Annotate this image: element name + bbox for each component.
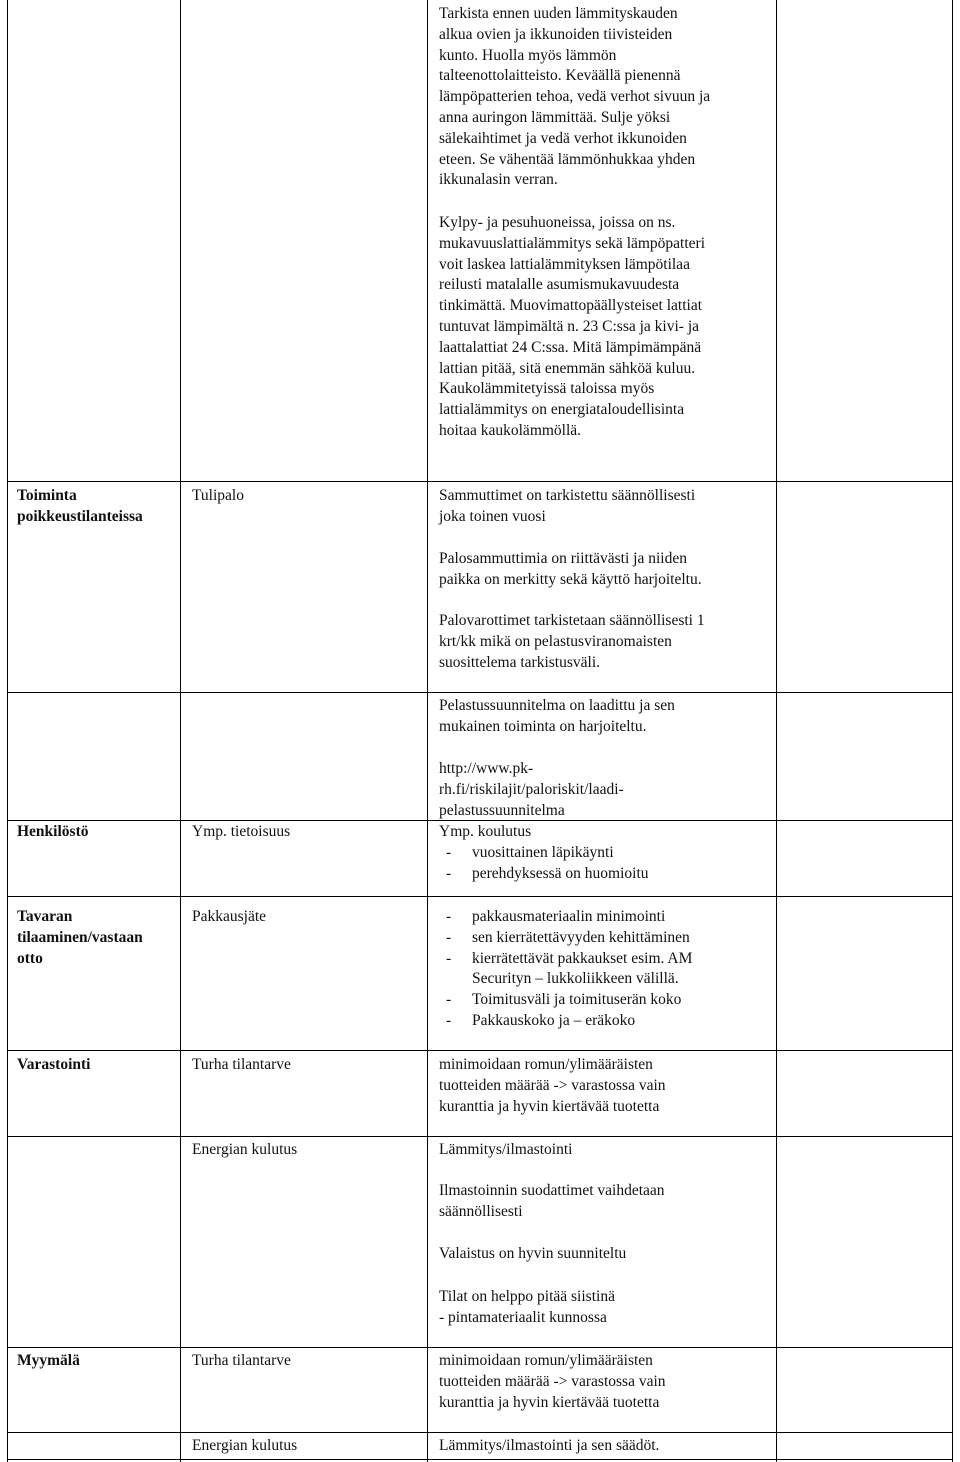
floor-heating-paragraph: Kylpy- ja pesuhuoneissa, joissa on ns. mukavuuslattialämmitys sekä lämpöpatteri voit laskea lattialämmityksen lämpötilaa reilusti matalalle asumismukavuudesta tinkimättä. Muovimattopäällysteiset lattiat tuntuvat lämpimältä n. 23 C:ssa ja kivi- ja laattalattiat 24 C:ssa. Mitä lämpimämpänä lattian pitää, sitä enemmän sähköä kuluu. Kaukolämmitetyissä taloissa myös lattialämmitys on energiataloudellisinta hoitaa kaukolämmöllä.: [439, 214, 706, 439]
area-label-storage: Varastointi: [17, 1056, 91, 1073]
env-training-list: [446, 843, 766, 885]
list-item: - Toimitusväli ja toimituserän koko: [446, 991, 682, 1009]
area-label-store: Myymälä: [17, 1352, 80, 1369]
aspect-label-unnecessary-space: Turha tilantarve: [192, 1056, 291, 1073]
row-separator: [7, 1136, 953, 1137]
aspect-label-packaging-waste: Pakkausjäte: [192, 908, 267, 925]
store-minimize-text: minimoidaan romun/ylimääräisten tuotteiden määrää -> varastossa vain kuranttia ja hyvin kiertävää tuotetta: [439, 1352, 666, 1411]
row-separator: [7, 1050, 953, 1051]
row-separator: [7, 481, 953, 482]
cleanliness-text: Tilat on helppo pitää siistinä - pintamateriaalit kunnossa: [439, 1288, 615, 1326]
table-border-bottom: [7, 1459, 953, 1460]
table-divider-col2: [427, 0, 428, 1462]
aspect-label-energy-consumption: Energian kulutus: [192, 1141, 298, 1158]
storage-minimize-text: minimoidaan romun/ylimääräisten tuotteiden määrää -> varastossa vain kuranttia ja hyvin kiertävää tuotetta: [439, 1056, 666, 1115]
list-item: - vuosittainen läpikäynti: [446, 844, 614, 861]
list-item: - perehdyksessä on huomioitu: [446, 864, 649, 882]
extinguisher-placement-text: Palosammuttimia on riittävästi ja niiden paikka on merkitty sekä käyttö harjoiteltu.: [439, 550, 702, 588]
aspect-label-energy-consumption: Energian kulutus: [192, 1437, 298, 1454]
table-border-right: [952, 0, 953, 1462]
env-training-heading: Ymp. koulutus: [439, 823, 532, 840]
rescue-plan-text: Pelastussuunnitelma on laadittu ja sen mukainen toiminta on harjoiteltu.: [439, 697, 675, 735]
table-divider-col3: [776, 0, 777, 1462]
heating-ventilation-text: Lämmitys/ilmastointi: [439, 1141, 573, 1158]
table-divider-col1: [180, 0, 181, 1462]
aspect-label-env-awareness: Ymp. tietoisuus: [192, 823, 291, 840]
list-item: - kierrätettävät pakkaukset esim. AM Securityn – lukkoliikkeen välillä.: [446, 949, 693, 988]
row-separator: [7, 1347, 953, 1348]
row-separator: [7, 1432, 953, 1433]
rescue-plan-link[interactable]: http://www.pk- rh.fi/riskilajit/paloriskit/laadi- pelastussuunnitelma: [439, 760, 624, 819]
heating-tips-paragraph: Tarkista ennen uuden lämmityskauden alkua ovien ja ikkunoiden tiivisteiden kunto. Huolla myös lämmön talteenottolaitteisto. Keväällä pienennä lämpöpatterien tehoa, vedä verhot sivuun ja anna auringon lämmittää. Sulje yöksi sälekaihtimet ja vedä verhot ikkunoiden eteen. Se vähentää lämmönhukkaa yhden ikkunalasin verran.: [439, 5, 711, 189]
filter-change-text: Ilmastoinnin suodattimet vaihdetaan säännöllisesti: [439, 1182, 665, 1220]
aspect-label-unnecessary-space: Turha tilantarve: [192, 1352, 291, 1369]
list-item: - sen kierrätettävyyden kehittäminen: [446, 928, 690, 946]
area-label-emergency: Toiminta poikkeustilanteissa: [17, 487, 143, 525]
packaging-list: [446, 907, 771, 1032]
list-item: - pakkausmateriaalin minimointi: [446, 908, 666, 925]
smoke-detector-text: Palovarottimet tarkistetaan säännöllisesti 1 krt/kk mikä on pelastusviranomaisten suosittelema tarkistusväli.: [439, 612, 705, 671]
heating-adjustment-text: Lämmitys/ilmastointi ja sen säädöt.: [439, 1437, 660, 1454]
list-item: - Pakkauskoko ja – eräkoko: [446, 1011, 636, 1029]
table-border-left: [7, 0, 8, 1462]
row-separator: [7, 692, 953, 693]
aspect-label-fire: Tulipalo: [192, 487, 244, 504]
area-label-ordering: Tavaran tilaaminen/vastaan otto: [17, 908, 143, 967]
extinguisher-check-text: Sammuttimet on tarkistettu säännöllisesti joka toinen vuosi: [439, 487, 696, 525]
lighting-text: Valaistus on hyvin suunniteltu: [439, 1245, 627, 1262]
area-label-staff: Henkilöstö: [17, 823, 89, 840]
row-separator: [7, 896, 953, 897]
